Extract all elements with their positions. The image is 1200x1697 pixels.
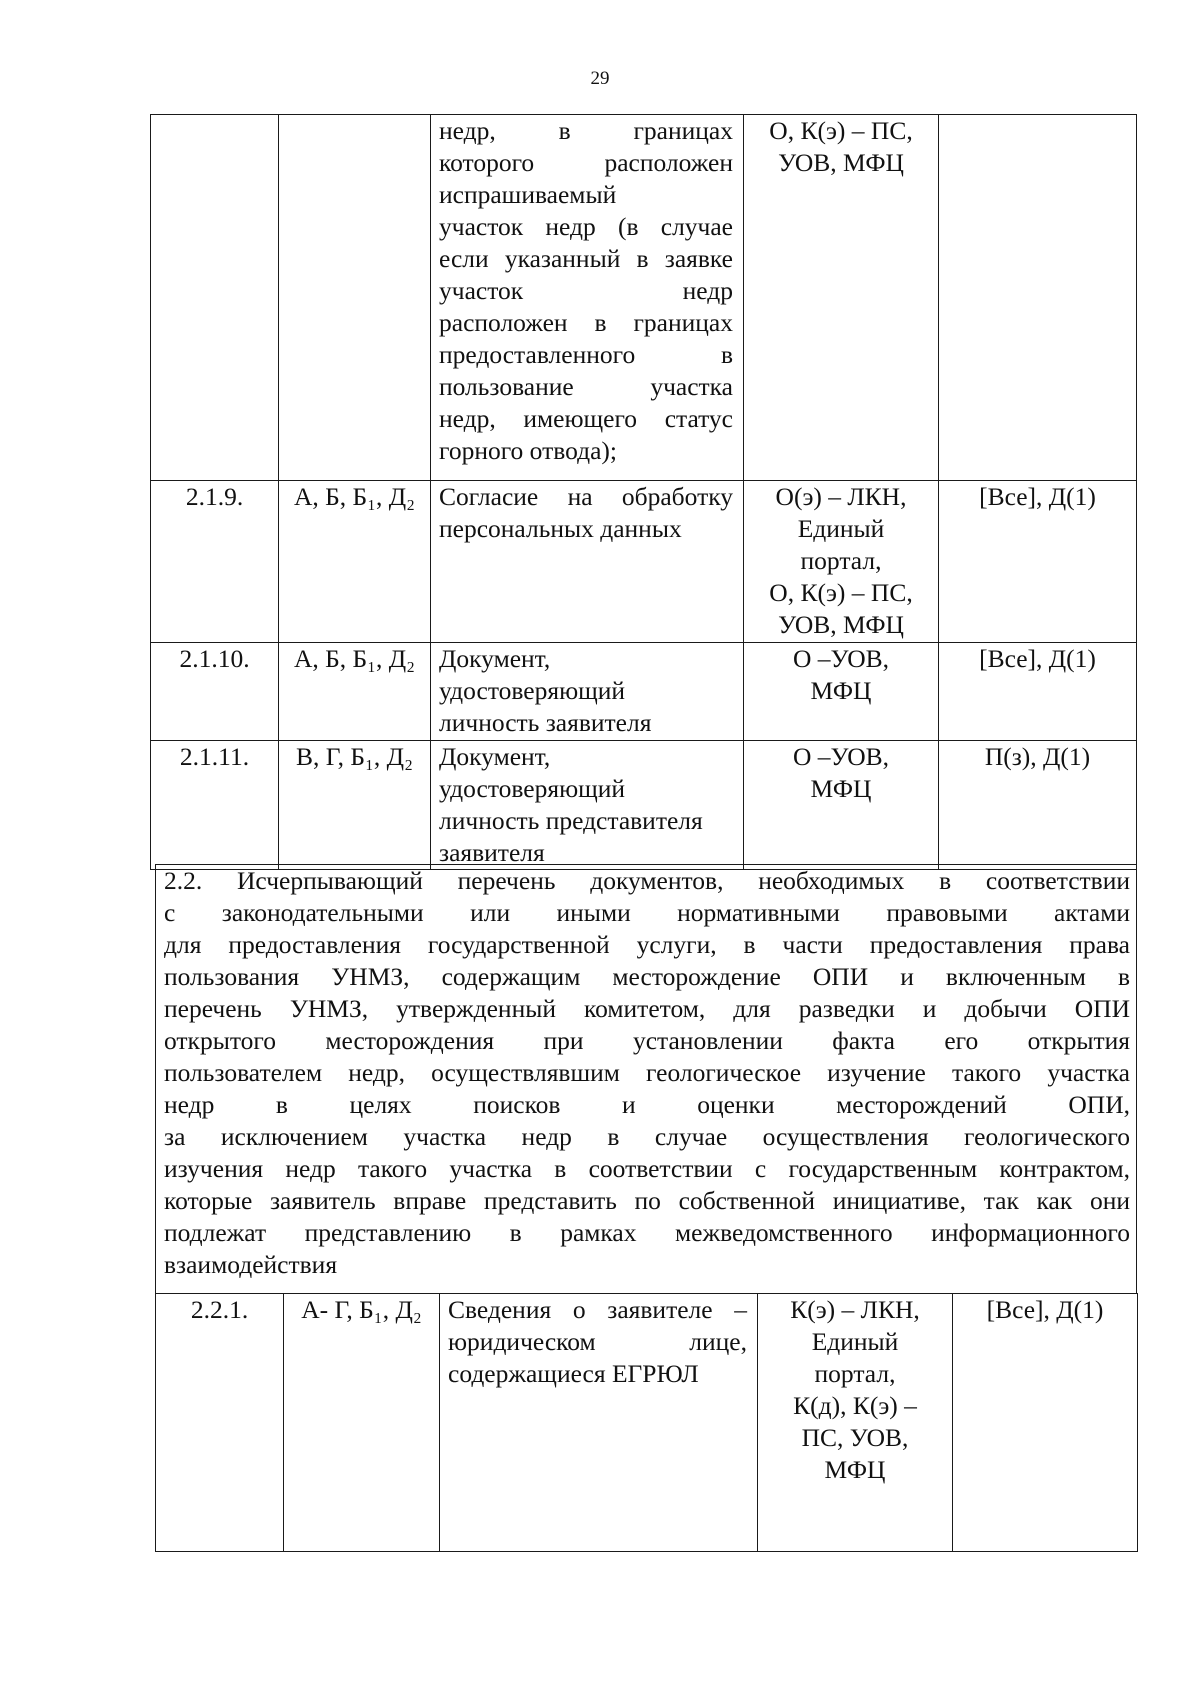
table-row-continuation [151, 115, 1137, 481]
section-line: 2.2. Исчерпывающий перечень документов, необходимых в соответствии [164, 866, 1130, 895]
cell-document [431, 643, 744, 741]
section-line: недр в целях поисков и оценки месторождений ОПИ, [164, 1090, 1130, 1119]
source-line: К(д), К(э) – [793, 1391, 917, 1420]
section-line: для предоставления государственной услуги, в части предоставления права [164, 930, 1130, 959]
page-number: 29 [590, 68, 610, 89]
cell-code: В, Г, Б₁, Д₂ [279, 741, 431, 870]
doc-line: удостоверяющий [439, 676, 626, 705]
table-row-2-1-11 [151, 741, 1137, 870]
source-line: портал, [800, 546, 882, 575]
doc-line: пользование участка [439, 372, 733, 401]
cell-document [440, 1294, 758, 1552]
section-line: взаимодействия [164, 1250, 338, 1279]
cell-num: 2.2.1. [156, 1294, 284, 1552]
source-line: О –УОВ, [792, 644, 890, 673]
cell-result: [Все], Д(1) [953, 1294, 1138, 1552]
section-2-2-row [156, 865, 1137, 1294]
documents-table-top [150, 114, 1137, 870]
cell-document [431, 481, 744, 643]
section-line: перечень УНМЗ, утвержденный комитетом, для разведки и добычи ОПИ [164, 994, 1130, 1023]
doc-line: участок недр [439, 276, 733, 305]
section-line: которые заявитель вправе представить по собственной инициативе, так как они [164, 1186, 1130, 1215]
source-line: МФЦ [810, 774, 872, 803]
cell-num [151, 115, 279, 481]
source-line: Единый [811, 1327, 899, 1356]
doc-line: расположен в границах [439, 308, 733, 337]
doc-line: содержащиеся ЕГРЮЛ [448, 1359, 699, 1388]
source-line: О –УОВ, [792, 742, 890, 771]
doc-line: персональных данных [439, 514, 682, 543]
doc-line: горного отвода); [439, 436, 617, 465]
doc-line: предоставленного в [439, 340, 733, 369]
doc-line: участок недр (в случае [439, 212, 733, 241]
doc-line: удостоверяющий [439, 774, 626, 803]
cell-code: А, Б, Б₁, Д₂ [279, 643, 431, 741]
source-line: УОВ, МФЦ [778, 610, 904, 639]
source-line: О, К(э) – ПС, [769, 116, 913, 145]
source-line: портал, [814, 1359, 896, 1388]
cell-document [431, 741, 744, 870]
doc-line: испрашиваемый [439, 180, 617, 209]
cell-code [279, 115, 431, 481]
doc-line: которого расположен [439, 148, 733, 177]
section-line: изучения недр такого участка в соответствии с государственным контрактом, [164, 1154, 1130, 1183]
source-line: МФЦ [810, 676, 872, 705]
doc-line: личность заявителя [439, 708, 652, 737]
documents-table-bottom [155, 1293, 1138, 1552]
doc-line: заявителя [439, 838, 545, 867]
section-2-2-text [156, 865, 1137, 1294]
section-line: подлежат представлению в рамках межведомственного информационного [164, 1218, 1130, 1247]
table-row-2-1-9 [151, 481, 1137, 643]
section-line: пользователем недр, осуществлявшим геологическое изучение такого участка [164, 1058, 1130, 1087]
cell-num: 2.1.11. [151, 741, 279, 870]
cell-source [744, 741, 939, 870]
cell-document [431, 115, 744, 481]
cell-result [939, 115, 1137, 481]
doc-line: личность представителя [439, 806, 703, 835]
source-line: О(э) – ЛКН, [775, 482, 907, 511]
section-line: пользования УНМЗ, содержащим месторождение ОПИ и включенным в [164, 962, 1130, 991]
doc-line: Сведения о заявителе – [448, 1295, 747, 1324]
section-line: открытого месторождения при установлении факта его открытия [164, 1026, 1130, 1055]
section-line: за исключением участка недр в случае осуществления геологического [164, 1122, 1130, 1151]
cell-result: [Все], Д(1) [939, 481, 1137, 643]
doc-line: Документ, [439, 644, 551, 673]
section-line: с законодательными или иными нормативными правовыми актами [164, 898, 1130, 927]
cell-result: [Все], Д(1) [939, 643, 1137, 741]
source-line: К(э) – ЛКН, [790, 1295, 920, 1324]
cell-result: П(з), Д(1) [939, 741, 1137, 870]
doc-line: юридическом лице, [448, 1327, 747, 1356]
source-line: УОВ, МФЦ [778, 148, 904, 177]
cell-code: А, Б, Б₁, Д₂ [279, 481, 431, 643]
doc-line: недр, в границах [439, 116, 733, 145]
source-line: Единый [797, 514, 885, 543]
doc-line: недр, имеющего статус [439, 404, 733, 433]
cell-source [744, 643, 939, 741]
doc-line: Документ, [439, 742, 551, 771]
cell-source [744, 481, 939, 643]
cell-source [744, 115, 939, 481]
section-2-2-table [155, 864, 1137, 1294]
table-row-2-1-10 [151, 643, 1137, 741]
cell-num: 2.1.10. [151, 643, 279, 741]
doc-line: Согласие на обработку [439, 482, 733, 511]
source-line: О, К(э) – ПС, [769, 578, 913, 607]
cell-source [758, 1294, 953, 1552]
table-row-2-2-1 [156, 1294, 1138, 1552]
source-line: МФЦ [824, 1455, 886, 1484]
doc-line: если указанный в заявке [439, 244, 733, 273]
cell-code: А- Г, Б₁, Д₂ [284, 1294, 440, 1552]
source-line: ПС, УОВ, [801, 1423, 909, 1452]
cell-num: 2.1.9. [151, 481, 279, 643]
